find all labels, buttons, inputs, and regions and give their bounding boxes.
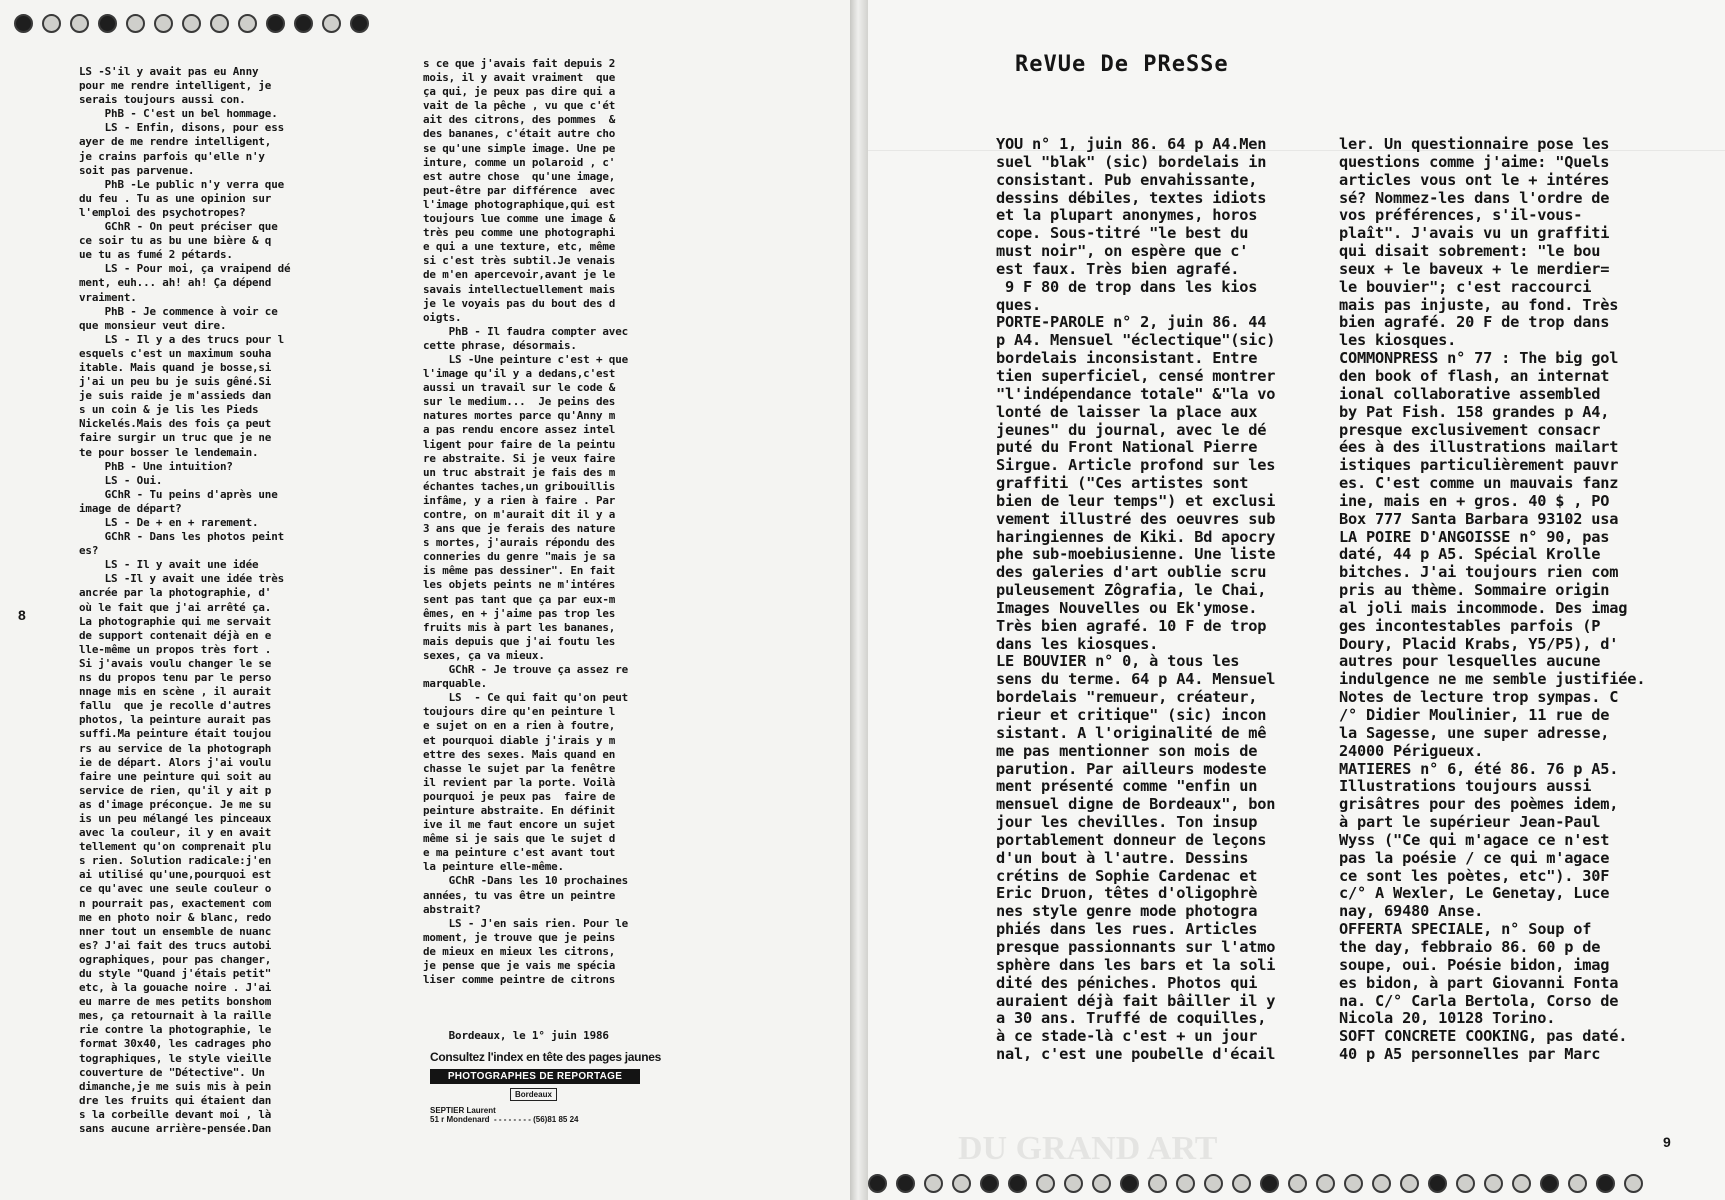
yellow-pages-ad [430, 1050, 661, 1124]
interview-column-2: s ce que j'avais fait depuis 2 mois, il y avait vraiment que ça qui, je peux pas dire qui a vait de la pêche , vu que c'ét ait des citrons, des pommes & des bananes, c'était autre cho se qu'une simple image. Une pe inture, comme un polaroid , c' est autre chose qu'une image, peut-être par différence avec l'image photographique,qui est toujours lue comme une image & très peu comme une photographi e qui a une texture, etc, même si c'est très subtil.Je venais de m'en apercevoir,avant je le savais intellectuellement mais je le voyais pas du bout des d oigts. PhB - Il faudra compter avec cette phrase, désormais. LS -Une peinture c'est + que l'image qu'il y a dedans,c'est aussi un travail sur le code & sur le medium... Je peins des natures mortes parce qu'Anny m a pas rendu encore assez intel ligent pour faire de la peintu re abstraite. Si je veux faire un truc abstrait je fais des m échantes taches,un gribouillis infâme, y a rien à faire . Par contre, on m'aurait dit il y a 3 ans que je ferais des nature s mortes, j'aurais répondu des conneries du genre "mais je sa is même pas dessiner". En fait les objets peints ne m'intéres sent pas tant que ça par eux-m êmes, en + j'aime pas trop les fruits mis à part les bananes, mais depuis que j'ai foutu les sexes, ça va mieux. GChR - Je trouve ça assez re marquable. LS - Ce qui fait qu'on peut toujours dire qu'en peinture l e sujet on en a rien à foutre, et pourquoi diable j'irais y m ettre des sexes. Mais quand en chasse le sujet par la fenêtre il revient par la porte. Voilà pourquoi je peux pas faire de peinture abstraite. En définit ive il me faut encore un sujet même si je sais que le sujet d e ma peinture c'est avant tout la peinture elle-même. GChR -Dans les 10 prochaines années, tu vas être un peintre abstrait? LS - J'en sais rien. Pour le moment, je trouve que je peins de mieux en mieux les citrons, je pense que je vais me spécia liser comme peintre de citrons Bordeaux, le 1° juin 1986 [423, 57, 629, 1043]
press-review-column-2: ler. Un questionnaire pose les questions comme j'aime: "Quels articles vous ont le + intéres sé? Nommez-les dans l'ordre de vos préférences, s'il-vous- plaît". J'avais vu un graffiti qui disait sobrement: "le bou seux + le baveux + le merdier= le bouvier"; c'est raccourci mais pas injuste, au fond. Très bien agrafé. 20 F de trop dans les kiosques. COMMONPRESS n° 77 : The big gol den book of flash, an internat ional collaborative assembled by Pat Fish. 158 grandes p A4, presque exclusivement consacr ées à des illustrations mailart istiques particulièrement pauvr es. C'est comme un mauvais fanz ine, mais en + gros. 40 $ , PO Box 777 Santa Barbara 93102 usa LA POIRE D'ANGOISSE n° 90, pas daté, 44 p A5. Spécial Krolle bitches. J'ai toujours rien com pris au thème. Sommaire origin al joli mais incommode. Des imag ges incontestables parfois (P Doury, Placid Krabs, Y5/P5), d' autres pour lesquelles aucune indulgence ne me semble justifiée. Notes de lecture trop sympas. C /° Didier Moulinier, 11 rue de la Sagesse, une super adresse, 24000 Périgueux. MATIERES n° 6, été 86. 76 p A5. Illustrations toujours aussi grisâtres pour des poèmes idem, à part le supérieur Jean-Paul Wyss ("Ce qui m'agace ce n'est pas la poésie / ce qui m'agace ce sont les poètes, etc"). 30F c/° A Wexler, Le Genetay, Luce nay, 69480 Anse. OFFERTA SPECIALE, n° Soup of the day, febbraio 86. 60 p de soupe, oui. Poésie bidon, imag es bidon, à part Giovanni Fonta na. C/° Carla Bertola, Corso de Nicola 20, 10128 Torino. SOFT CONCRETE COOKING, pas daté. 40 p A5 personnelles par Marc [1339, 135, 1646, 1064]
ad-address: 51 r Mondenard - - - - - - - - (56)81 85 24 [430, 1115, 579, 1124]
section-title: ReVUe De PReSSe [1015, 52, 1229, 77]
binding-holes [14, 14, 850, 38]
page-number: 9 [1663, 1134, 1671, 1150]
page-number: 8 [18, 607, 26, 623]
show-through-text: DU GRAND ART [958, 1130, 1218, 1167]
press-review-column-1: YOU n° 1, juin 86. 64 p A4.Men suel "blak" (sic) bordelais in consistant. Pub envahissante, dessins débiles, textes idiots et la plupart anonymes, horos cope. Sous-titré "le best du must noir", on espère que c' est faux. Très bien agrafé. 9 F 80 de trop dans les kios ques. PORTE-PAROLE n° 2, juin 86. 44 p A4. Mensuel "éclectique"(sic) bordelais inconsistant. Entre tien superficiel, censé montrer "l'indépendance totale" &"la vo lonté de laisser la place aux jeunes" du journal, avec le dé puté du Front National Pierre Sirgue. Article profond sur les graffiti ("Ces artistes sont bien de leur temps") et exclusi vement illustré des oeuvres sub haringiennes de Kiki. Bd apocry phe sub-moebiusienne. Une liste des galeries d'art oublie scru puleusement Zôgrafia, le Chai, Images Nouvelles ou Ek'ymose. Très bien agrafé. 10 F de trop dans les kiosques. LE BOUVIER n° 0, à tous les sens du terme. 64 p A4. Mensuel bordelais "remueur, créateur, rieur et critique" (sic) incon sistant. A l'originalité de mê me pas mentionner son mois de parution. Par ailleurs modeste ment présenté comme "enfin un mensuel digne de Bordeaux", bon jour les chevilles. Ton insup portablement donneur de leçons d'un bout à l'autre. Dessins crétins de Sophie Cardenac et Eric Druon, têtes d'oligophrè nes style genre mode photogra phiés dans les rues. Articles presque passionnants sur l'atmo sphère dans les bars et la soli dité des péniches. Photos qui auraient déjà fait bâiller il y a 30 ans. Truffé de coquilles, à ce stade-là c'est + un jour nal, c'est une poubelle d'écail [996, 135, 1276, 1064]
interview-column-1: LS -S'il y avait pas eu Anny pour me rendre intelligent, je serais toujours aussi con. PhB - C'est un bel hommage. LS - Enfin, disons, pour ess ayer de me rendre intelligent, je crains parfois qu'elle n'y soit pas parvenue. PhB -Le public n'y verra que du feu . Tu as une opinion sur l'emploi des psychotropes? GChR - On peut préciser que ce soir tu as bu une bière & q ue tu as fumé 2 pétards. LS - Pour moi, ça vraipend dé ment, euh... ah! ah! Ça dépend vraiment. PhB - Je commence à voir ce que monsieur veut dire. LS - Il y a des trucs pour l esquels c'est un maximum souha itable. Mais quand je bosse,si j'ai un peu bu je suis gêné.Si je suis raide je m'assieds dan s un coin & je lis les Pieds Nickelés.Mais des fois ça peut faire surgir un truc que je ne te pour bosser le lendemain. PhB - Une intuition? LS - Oui. GChR - Tu peins d'après une image de départ? LS - De + en + rarement. GChR - Dans les photos peint es? LS - Il y avait une idée LS -Il y avait une idée très ancrée par la photographie, d' où le fait que j'ai arrêté ça. La photographie qui me servait de support contenait déjà en e lle-même un propos très fort . Si j'avais voulu changer le se ns du propos tenu par le perso nnage mis en scène , il aurait fallu que je recolle d'autres photos, la peinture aurait pas suffi.Ma peinture était toujou rs au service de la photograph ie de départ. Alors j'ai voulu faire une peinture qui soit au service de rien, qu'il y ait p as d'image préconçue. Je me su is un peu mélangé les pinceaux avec la couleur, il y en avait tellement qu'on comprenait plu s rien. Solution radicale:j'en ai utilisé qu'une,pourquoi est ce qu'avec une seule couleur o n pourrait pas, exactement com me en photo noir & blanc, redo nner tout un ensemble de nuanc es? J'ai fait des trucs autobi ographiques, pour pas changer, du style "Quand j'étais petit" etc, à la gouache noire . J'ai eu marre de mes petits bonshom mes, ça retournait à la raille rie contre la photographie, le format 30x40, les cadrages pho tographiques, le style vieille couverture de "Détective". Un dimanche,je me suis mis à pein dre les fruits qui étaient dan s la corbeille devant moi , là sans aucune arrière-pensée.Dan [79, 65, 291, 1136]
ad-city: Bordeaux [510, 1088, 557, 1101]
binding-gutter [850, 0, 868, 1200]
ad-name: SEPTIER Laurent [430, 1106, 496, 1115]
left-page [0, 0, 850, 1200]
right-page [868, 0, 1725, 1200]
binding-holes [868, 1174, 1725, 1198]
ad-headline: Consultez l'index en tête des pages jaunes [430, 1050, 661, 1064]
ad-category: PHOTOGRAPHES DE REPORTAGE [430, 1069, 640, 1084]
